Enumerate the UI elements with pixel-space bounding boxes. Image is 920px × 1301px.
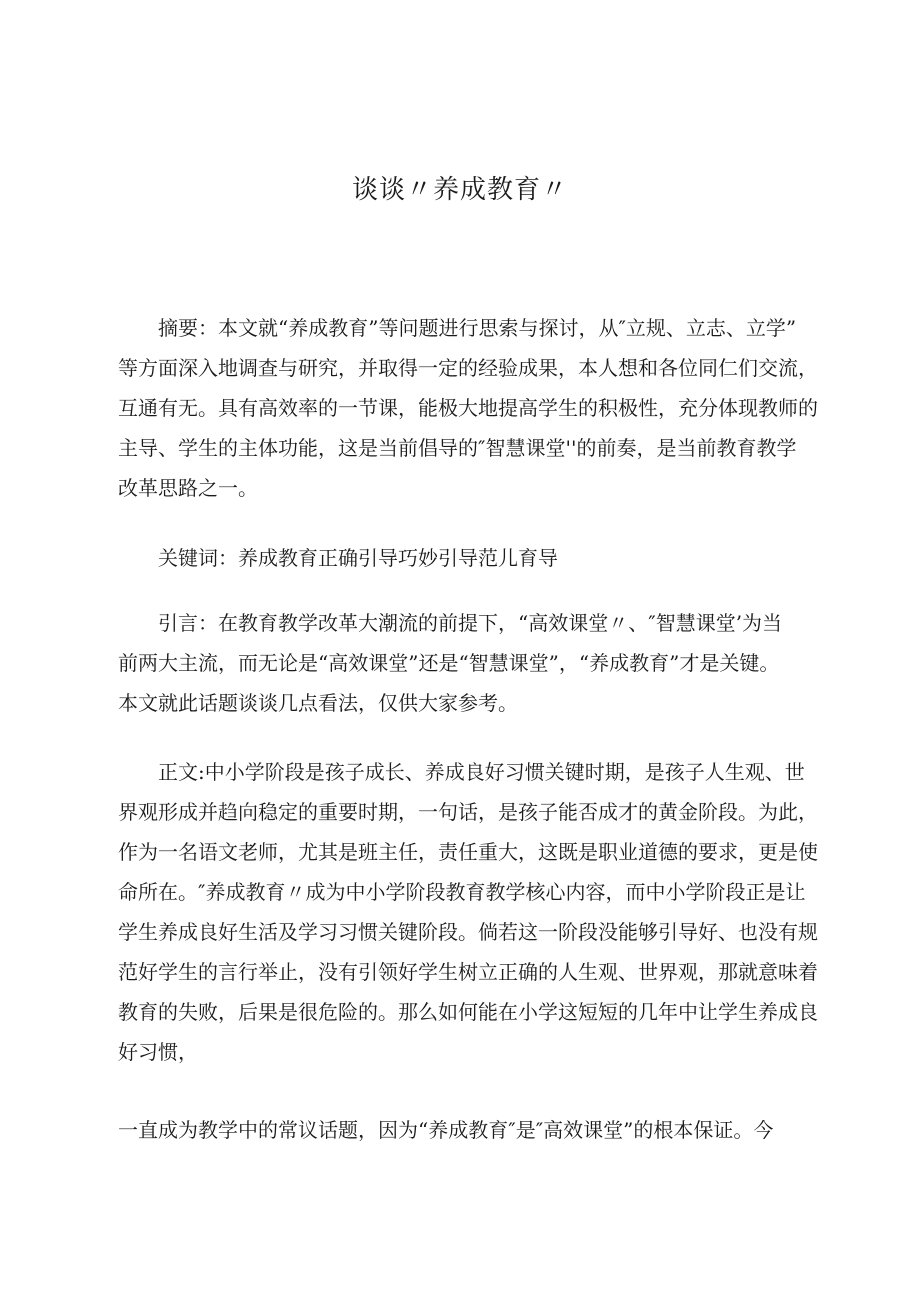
text-line: 范好学生的言行举止，没有引领好学生树立正确的人生观、世界观，那就意味着	[118, 960, 818, 984]
text-line: 界观形成并趋向稳定的重要时期，一句话，是孩子能否成才的黄金阶段。为此，	[118, 800, 818, 824]
body-paragraph	[118, 752, 818, 1072]
text-line: 改革思路之一。	[118, 476, 258, 500]
text-line: 等方面深入地调查与研究，并取得一定的经验成果，本人想和各位同仁们交流，	[118, 356, 818, 380]
abstract-paragraph	[118, 308, 818, 508]
intro-paragraph	[118, 603, 818, 723]
text-line: 正文:中小学阶段是孩子成长、养成良好习惯关键时期，是孩子人生观、世	[158, 760, 805, 784]
text-line: 作为一名语文老师，尤其是班主任，责任重大，这既是职业道德的要求，更是使	[118, 840, 818, 864]
text-line: 本文就此话题谈谈几点看法，仅供大家参考。	[118, 691, 518, 715]
text-line: 命所在。″养成教育〃成为中小学阶段教育教学核心内容，而中小学阶段正是让	[118, 880, 806, 904]
text-line: 前两大主流，而无论是“高效课堂”还是“智慧课堂”，“养成教育”才是关键。	[118, 651, 780, 675]
text-line: 摘要：本文就“养成教育”等问题进行思索与探讨，从″立规、立志、立学”	[158, 316, 797, 340]
text-line: 学生养成良好生活及学习习惯关键阶段。倘若这一阶段没能够引导好、也没有规	[118, 920, 818, 944]
text-line: 教育的失败，后果是很危险的。那么如何能在小学这短短的几年中让学生养成良	[118, 1000, 818, 1024]
text-line: 互通有无。具有高效率的一节课，能极大地提高学生的积极性，充分体现教师的	[118, 396, 818, 420]
keywords-paragraph	[118, 538, 818, 578]
text-line: 主导、学生的主体功能，这是当前倡导的″智慧课堂''的前奏，是当前教育教学	[118, 436, 797, 460]
document-title: 谈谈〃养成教育〃	[351, 175, 568, 205]
text-line: 引言：在教育教学改革大潮流的前提下，“高效课堂〃、″智慧课堂’为当	[158, 611, 783, 635]
text-line: 好习惯，	[118, 1040, 198, 1064]
continuation-paragraph	[118, 1110, 818, 1150]
text-line: 一直成为教学中的常议话题，因为“养成教育″是″高效课堂”的根本保证。今	[118, 1118, 774, 1142]
text-line: 关键词：养成教育正确引导巧妙引导范儿育导	[158, 546, 558, 570]
